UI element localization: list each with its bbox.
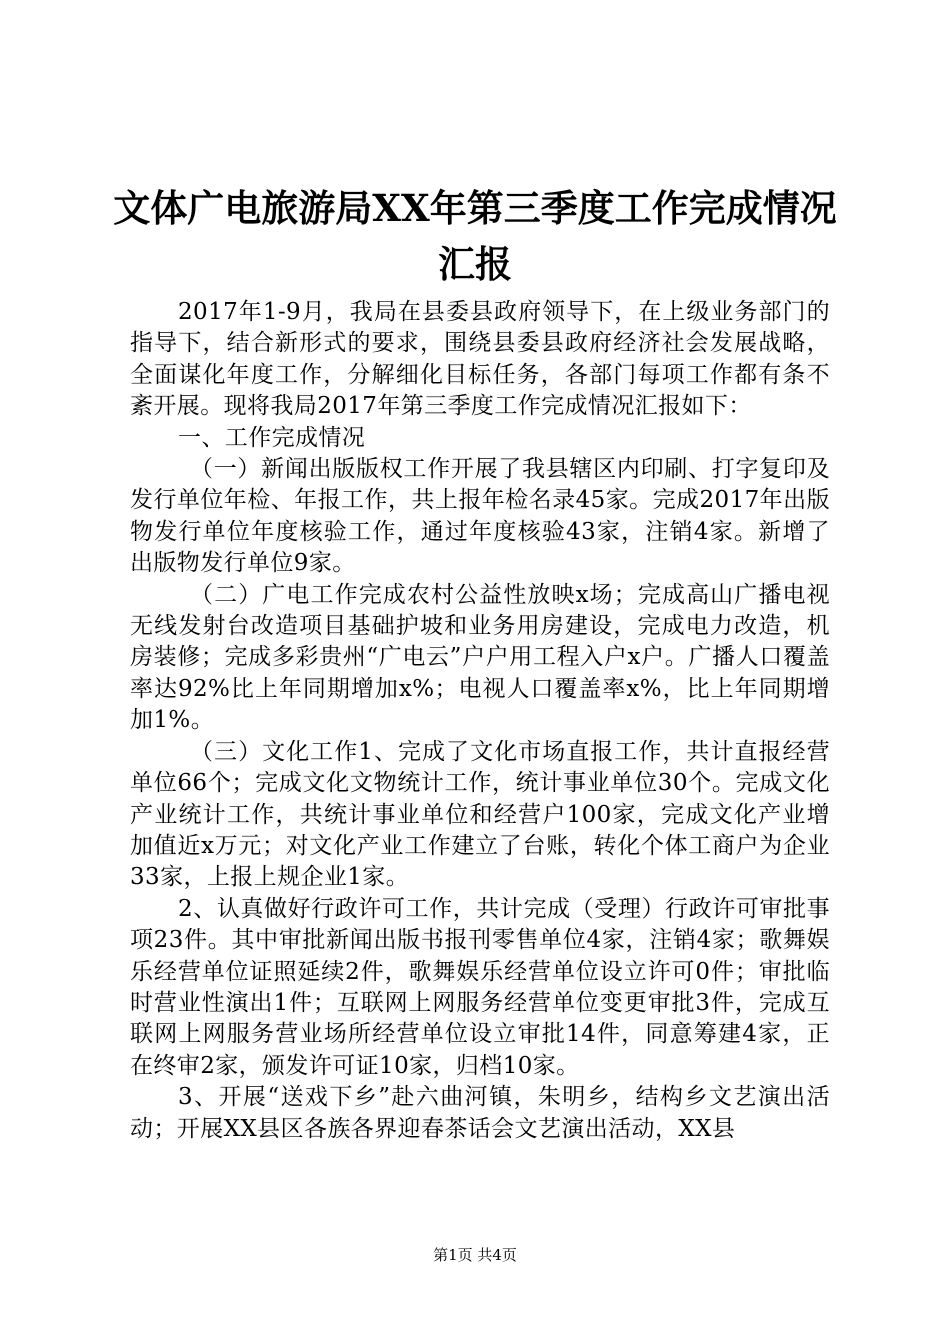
document-body: [130, 297, 830, 1145]
paragraph-administrative-licensing: 2、认真做好行政许可工作，共计完成（受理）行政许可审批事项23件。其中审批新闻出版书报刊零售单位4家，注销4家；歌舞娱乐经营单位证照延续2件，歌舞娱乐经营单位设立许可0件；审批临时营业性演出1件；互联网上网服务经营单位变更审批3件，完成互联网上网服务营业场所经营单位设立审批14件，同意筹建4家，正在终审2家，颁发许可证10家，归档10家。: [130, 895, 830, 1079]
paragraph-broadcasting: （二）广电工作完成农村公益性放映x场；完成高山广播电视无线发射台改造项目基础护坡和业务用房建设，完成电力改造，机房装修；完成多彩贵州“广电云”户户用工程入户x户。广播人口覆盖率达92%比上年同期增加x%；电视人口覆盖率x%，比上年同期增加1%。: [130, 581, 830, 734]
page-number-footer: 第1页 共4页: [433, 1246, 517, 1264]
document-title-line-1: 文体广电旅游局XX年第三季度工作完成情况: [113, 186, 837, 230]
intro-paragraph: 2017年1-9月，我局在县委县政府领导下，在上级业务部门的指导下，结合新形式的要求，围绕县委县政府经济社会发展战略，全面谋化年度工作，分解细化目标任务，各部门每项工作都有条不紊开展。现将我局2017年第三季度工作完成情况汇报如下：: [130, 299, 830, 420]
paragraph-performances: 3、开展“送戏下乡”赴六曲河镇，朱明乡，结构乡文艺演出活动；开展XX县区各族各界迎春茶话会文艺演出活动，XX县: [130, 1084, 830, 1142]
section-heading-work-status: 一、工作完成情况: [178, 424, 366, 451]
paragraph-news-publishing: （一）新闻出版版权工作开展了我县辖区内印刷、打字复印及发行单位年检、年报工作，共上报年检名录45家。完成2017年出版物发行单位年度核验工作，通过年度核验43家，注销4家。新增了出版物发行单位9家。: [130, 456, 830, 577]
document-title-line-2: 汇报: [438, 242, 512, 286]
paragraph-culture-work: （三）文化工作1、完成了文化市场直报工作，共计直报经营单位66个；完成文化文物统计工作，统计事业单位30个。完成文化产业统计工作，共统计事业单位和经营户100家，完成文化产业增加值近x万元；对文化产业工作建立了台账，转化个体工商户为企业33家，上报上规企业1家。: [130, 738, 830, 891]
